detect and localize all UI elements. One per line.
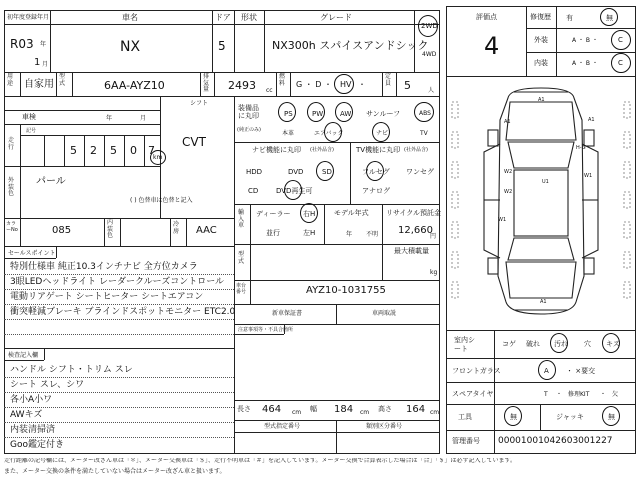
max-load-label: 最大積載量 <box>394 247 429 255</box>
width-unit: cm <box>360 409 370 416</box>
tools-value: 無 <box>510 413 517 421</box>
capacity-value: 5 <box>404 79 411 92</box>
seat-kizu-circle <box>602 333 620 353</box>
use-label: 用途 <box>7 73 14 87</box>
equip-nav-circle <box>372 122 390 142</box>
equip-airbag: エアバック <box>314 130 344 137</box>
repair-no: 無 <box>606 14 613 22</box>
inspection-4: AWキズ <box>10 410 43 420</box>
grade-label: グレード <box>320 13 352 22</box>
height-label: 高さ <box>378 405 392 413</box>
height-unit: cm <box>430 409 440 416</box>
drive-4wd: 4WD <box>422 51 437 58</box>
length-value: 464 <box>262 404 282 415</box>
windshield-other: ・ ×要交 <box>566 367 596 375</box>
equip-leather: 本革 <box>282 130 295 137</box>
score-value: 4 <box>484 32 500 60</box>
seat-interior-label: 室内シート <box>454 336 475 354</box>
equip-aw: AW <box>340 110 352 118</box>
mark-a1-right: A1 <box>588 117 595 123</box>
manage-no-value: 00001001042603001227 <box>498 436 613 446</box>
frame-no-label: 車台番号 <box>236 283 247 295</box>
tv-sub: (社外品含) <box>404 147 428 153</box>
class-no-label: 類別区分番号 <box>366 423 403 430</box>
width-label: 幅 <box>310 405 317 413</box>
inspection-5: 内装清掃済 <box>10 425 56 435</box>
interior-c-circle <box>611 53 631 73</box>
width-value: 184 <box>334 404 354 415</box>
ac-value: AAC <box>196 225 217 236</box>
jack-label: ジャッキ <box>556 413 584 421</box>
warranty-label: 新車保証書 <box>272 310 303 317</box>
car-body-outline <box>498 88 584 314</box>
interior-grades: A ・ B ・ <box>572 60 598 67</box>
mark-w2-left2: W2 <box>504 189 513 195</box>
import-right: 右H <box>303 210 316 218</box>
jack-value: 無 <box>608 413 615 421</box>
manage-no-label: 管理番号 <box>452 437 480 445</box>
drive-2wd-circle <box>418 15 438 37</box>
displacement-label: 排気量 <box>203 73 210 94</box>
door-value: 5 <box>218 39 226 53</box>
color-note: ( ) 色替車は色替と記入 <box>130 197 193 204</box>
nav-dvd-play-circle <box>284 180 302 200</box>
equip-aw-circle <box>335 102 353 122</box>
seat-yogore-circle <box>550 333 568 353</box>
inspection-2: シート スレ、シワ <box>10 380 85 390</box>
spare-kit: 修理KIT <box>568 391 590 398</box>
note-repair-label: 注意事項等・不具合箇所 <box>238 327 294 333</box>
reg-month-unit: 月 <box>42 61 49 68</box>
grade-value: NX300h スパイスアンドシック <box>272 39 429 52</box>
interior-color-label: 内装色 <box>107 219 114 240</box>
type-cert-label: 型式指定番号 <box>264 423 301 430</box>
reg-year-unit: 年 <box>40 41 47 48</box>
exterior-grades: A ・ B ・ <box>572 37 598 44</box>
tv-oneseg: ワンセグ <box>406 168 434 176</box>
equip-ps-circle <box>278 102 296 122</box>
sales-point-3: 電動リアゲート シートヒーター シートエアコン <box>10 292 204 302</box>
recycle-unit: 円 <box>430 233 437 240</box>
sales-point-2: 3眼LEDヘッドライト レーダークルーズコントロール <box>10 277 225 287</box>
equip-tv: TV <box>420 130 428 137</box>
equip-sunroof: サンルーフ <box>366 110 401 118</box>
fuel-hv: HV <box>340 80 352 89</box>
inspection-3: 各小A小ワ <box>10 395 53 405</box>
equip-label: 装備品に丸印 <box>238 104 259 121</box>
reg-year-value: R03 <box>10 37 34 51</box>
tv-label: TV機能に丸印 <box>356 146 401 154</box>
sales-point-label: セールスポイント <box>8 250 56 257</box>
model-year-value: 不明 <box>366 231 379 238</box>
shaken-year: 年 <box>106 115 113 122</box>
fuel-label: 燃料 <box>279 73 286 87</box>
tools-circle <box>504 406 522 426</box>
equip-ps: PS <box>284 110 293 118</box>
spare-missing: 欠 <box>612 391 619 398</box>
mileage-symbol-header: 記号 <box>26 128 37 134</box>
windshield-a: A <box>544 367 549 375</box>
spare-t: T <box>544 391 548 398</box>
import-label: 輸入車 <box>238 209 245 230</box>
mark-a1-front: A1 <box>538 97 545 103</box>
outer-color-value: パール <box>36 176 66 187</box>
type-label: 型式 <box>59 73 66 87</box>
nav-sd: SD <box>322 168 332 176</box>
nav-sub: (社外品含) <box>310 147 334 153</box>
inspection-1: ハンドル シフト・トリム スレ <box>10 365 133 375</box>
length-label: 長さ <box>237 405 251 413</box>
equip-abs: ABS <box>419 110 431 117</box>
car-name-value: NX <box>120 39 141 55</box>
score-label: 評価点 <box>476 13 497 21</box>
mark-a1-left: A1 <box>504 119 511 125</box>
displacement-value: 2493 <box>228 79 256 92</box>
model-year-prefix: 年 <box>346 231 353 238</box>
exterior-c: C <box>618 36 623 44</box>
car-windshield <box>508 142 574 168</box>
car-name-label: 車名 <box>122 13 138 22</box>
shape-label: 形状 <box>241 13 257 22</box>
car-trunk <box>506 262 576 298</box>
mileage-digit-3: 5 <box>110 144 117 157</box>
mileage-digit-4: 0 <box>130 144 137 157</box>
spare-sep2: ・ <box>600 391 607 398</box>
frame-no-value: AYZ10-1031755 <box>306 285 386 296</box>
type-value: 6AA-AYZ10 <box>104 79 165 92</box>
seat-ana: 穴 <box>584 340 591 348</box>
displacement-unit: cc <box>266 87 273 94</box>
car-rear-glass <box>508 238 574 260</box>
mark-hg: H-G <box>576 145 586 151</box>
tools-label: 工具 <box>458 413 472 421</box>
windshield-label: フロントガラス <box>452 367 501 375</box>
mark-w2-left1: W2 <box>504 169 513 175</box>
sales-point-4: 衝突軽減ブレーキ ブラインドスポットモニター ETC2.0 <box>10 307 236 317</box>
shaken-month: 月 <box>140 115 147 122</box>
mileage-unit-circle <box>150 150 166 165</box>
repair-label: 修復歴 <box>530 13 551 21</box>
tv-fullseg: フルセグ <box>362 168 390 176</box>
mark-a1-rear: A1 <box>540 299 547 305</box>
nav-cd: CD <box>248 187 259 195</box>
sales-point-1: 特別仕様車 純正10.3インチナビ 全方位カメラ <box>10 262 198 272</box>
interior-c: C <box>618 59 623 67</box>
outer-color-label: 外装色 <box>8 177 15 198</box>
use-value: 自家用 <box>24 79 54 90</box>
equip-pw: PW <box>312 110 324 118</box>
seat-yabure: 破れ <box>526 340 540 348</box>
seat-koge: コゲ <box>502 340 516 348</box>
recycle-label: リサイクル預託金 <box>386 209 442 217</box>
equip-abs-circle <box>414 102 434 122</box>
fuel-other: ・ <box>358 80 366 89</box>
mileage-label: 走行 <box>8 137 15 151</box>
import-right-circle <box>300 203 318 223</box>
nav-sd-circle <box>316 161 334 181</box>
mark-w1-right: W1 <box>584 173 593 179</box>
shift-label: シフト <box>190 100 209 107</box>
inspection-label: 検査記入欄 <box>8 352 39 359</box>
color-no-label: カラーNo <box>6 221 18 233</box>
interior-label-r: 内装 <box>534 59 548 67</box>
nav-label: ナビ機能に丸印 <box>252 146 301 154</box>
spare-label: スペアタイヤ <box>452 390 494 398</box>
mark-w1-left: W1 <box>498 217 507 223</box>
manual-label: 車両取説 <box>372 310 397 317</box>
repair-yes: 有 <box>566 14 573 22</box>
shaken-label: 車検 <box>22 113 36 121</box>
import-left: 左H <box>303 229 316 237</box>
length-unit: cm <box>292 409 302 416</box>
exterior-c-circle <box>611 30 631 50</box>
mileage-digit-1: 5 <box>70 144 77 157</box>
ac-label: 冷房 <box>173 221 180 235</box>
mileage-unit: km <box>153 154 163 161</box>
color-no-value: 085 <box>52 225 72 236</box>
spare-sep1: ・ <box>556 391 563 398</box>
reg-year-label: 初年度登録年月 <box>7 14 50 21</box>
tv-analog: アナログ <box>362 187 390 195</box>
import-parallel: 並行 <box>266 229 280 237</box>
model-year-label: モデル年式 <box>334 209 369 217</box>
car-hood <box>506 102 576 140</box>
inspection-6: Goo鑑定付き <box>10 440 64 450</box>
seat-kizu: キズ <box>606 340 620 348</box>
mileage-digit-2: 2 <box>90 144 97 157</box>
capacity-unit: 人 <box>428 87 435 94</box>
fuel-options: G ・ D ・ <box>296 80 332 89</box>
nav-dvd: DVD <box>288 168 304 176</box>
shift-value: CVT <box>182 135 206 149</box>
tv-fullseg-circle <box>366 161 384 181</box>
door-label: ドア <box>215 13 231 22</box>
car-roof <box>514 170 568 236</box>
height-value: 164 <box>406 404 426 415</box>
exterior-label: 外装 <box>534 36 548 44</box>
import-dealer: ディーラー <box>256 210 291 218</box>
max-load-unit: kg <box>430 269 438 276</box>
equip-airbag-circle <box>324 122 342 142</box>
nav-hdd: HDD <box>246 168 263 176</box>
type-label-mid: 型式 <box>238 251 245 265</box>
footer-note-1: 走行距離の記号欄には、メーター改ざん車は「＊」、メーター交換車は「＄」、走行不明車は「＃」を記入しています。メーター交換で合算表示した場合は「合」「＄」は必ず記入しています。 <box>4 458 517 464</box>
mark-u1: U1 <box>542 179 549 185</box>
seat-yogore: 汚れ <box>554 340 568 348</box>
equip-nav: ナビ <box>376 130 389 137</box>
car-diagram <box>448 80 634 324</box>
equip-sub: (純正のみ) <box>237 127 261 133</box>
footer-note-2: また、メーター交換の条件を満たしていない場合はメーター改ざん車と扱います。 <box>4 468 226 475</box>
recycle-value: 12,660 <box>398 225 433 236</box>
windshield-a-circle <box>538 360 556 380</box>
jack-circle <box>602 406 620 426</box>
mileage-digit-5: 7 <box>148 144 155 157</box>
reg-month-value: 1 <box>34 57 41 68</box>
fuel-hv-circle <box>334 74 354 94</box>
drive-2wd: 2WD <box>421 22 438 30</box>
nav-dvd-play: DVD再生可 <box>276 187 313 195</box>
repair-no-circle <box>600 8 618 26</box>
equip-pw-circle <box>307 102 325 122</box>
capacity-label: 定員 <box>385 73 392 87</box>
